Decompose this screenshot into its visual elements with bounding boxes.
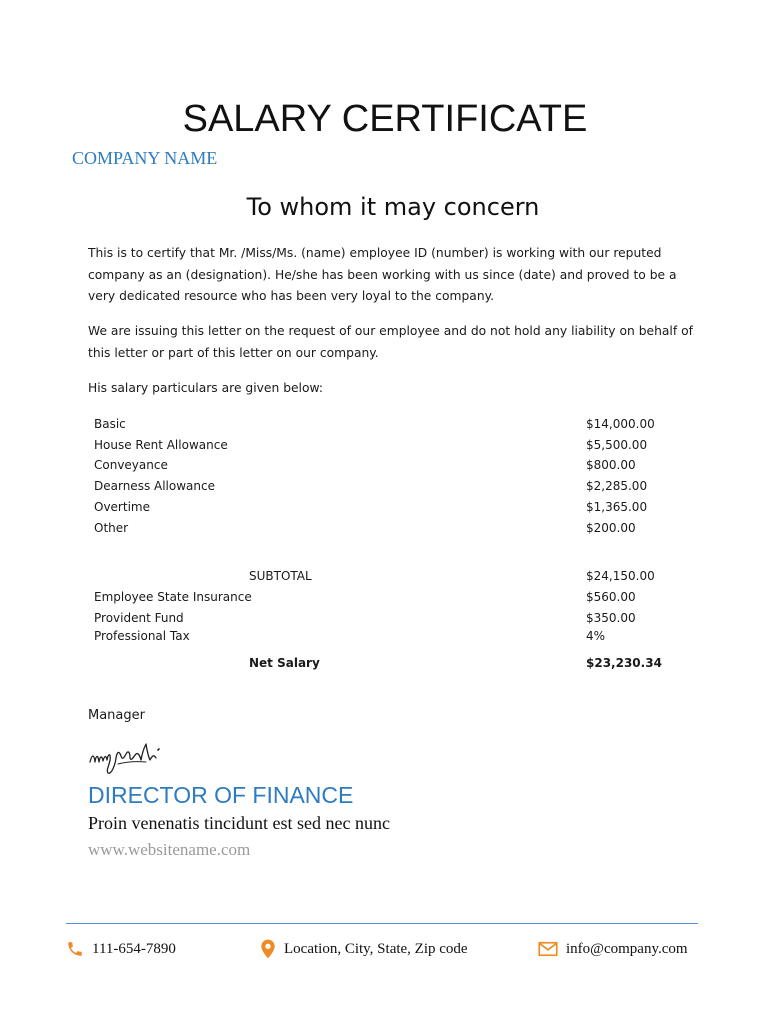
phone-number[interactable]: 111-654-7890: [92, 940, 176, 957]
earning-row: [94, 479, 654, 499]
earning-amount: $1,365.00: [586, 500, 648, 514]
deduction-label: Professional Tax: [94, 629, 190, 643]
footer-phone: [66, 938, 176, 960]
earning-amount: $2,285.00: [586, 479, 648, 493]
signer-role: DIRECTOR OF FINANCE: [88, 782, 354, 808]
particulars-intro: His salary particulars are given below:: [88, 381, 324, 395]
earning-amount: $5,500.00: [586, 438, 648, 452]
deduction-row: [94, 611, 654, 631]
earning-label: Other: [94, 521, 129, 535]
greeting: To whom it may concern: [246, 193, 540, 221]
website-link[interactable]: www.websitename.com: [88, 840, 251, 859]
earning-amount: $200.00: [586, 521, 636, 535]
subtotal-label: SUBTOTAL: [249, 569, 312, 583]
subtotal-amount: $24,150.00: [586, 569, 655, 583]
page-title: SALARY CERTIFICATE: [182, 98, 588, 140]
company-name: COMPANY NAME: [72, 148, 218, 168]
deduction-label: Employee State Insurance: [94, 590, 252, 604]
earning-row: [94, 417, 654, 437]
earning-label: House Rent Allowance: [94, 438, 228, 452]
email-address[interactable]: info@company.com: [566, 940, 688, 957]
net-salary-row: [94, 656, 662, 676]
location-text: Location, City, State, Zip code: [284, 940, 468, 957]
earning-label: Conveyance: [94, 458, 168, 472]
footer-location: [260, 938, 468, 960]
earning-row: [94, 521, 654, 541]
earning-row: [94, 458, 654, 478]
earning-row: [94, 500, 654, 520]
deduction-amount: $560.00: [586, 590, 636, 604]
net-salary-label: Net Salary: [249, 656, 320, 670]
earning-amount: $14,000.00: [586, 417, 655, 431]
certify-paragraph: This is to certify that Mr. /Miss/Ms. (name) employee ID (number) is working with our reputed company as an (designation). He/she has been working with us since (date) and proved to be a very dedicated resource who has been very loyal to the company.: [88, 246, 677, 303]
deduction-label: Provident Fund: [94, 611, 184, 625]
deduction-row: [94, 590, 654, 610]
deduction-amount: $350.00: [586, 611, 636, 625]
tagline: Proin venenatis tincidunt est sed nec nunc: [88, 813, 390, 833]
earning-row: [94, 438, 654, 458]
footer-divider: [66, 923, 698, 924]
deduction-row: [94, 629, 654, 649]
earning-amount: $800.00: [586, 458, 636, 472]
manager-label: Manager: [88, 708, 145, 723]
envelope-icon: [538, 941, 558, 957]
earning-label: Dearness Allowance: [94, 479, 215, 493]
earning-label: Basic: [94, 417, 126, 431]
net-salary-amount: $23,230.34: [586, 656, 662, 670]
deduction-amount: 4%: [586, 629, 606, 643]
subtotal-row: [94, 569, 654, 589]
footer-email: [538, 938, 688, 960]
signature-image: [88, 740, 168, 780]
issuing-paragraph: We are issuing this letter on the request of our employee and do not hold any liability on behalf of this letter or part of this letter on our company.: [88, 324, 693, 360]
location-pin-icon: [260, 939, 276, 959]
earning-label: Overtime: [94, 500, 150, 514]
phone-icon: [66, 940, 84, 958]
